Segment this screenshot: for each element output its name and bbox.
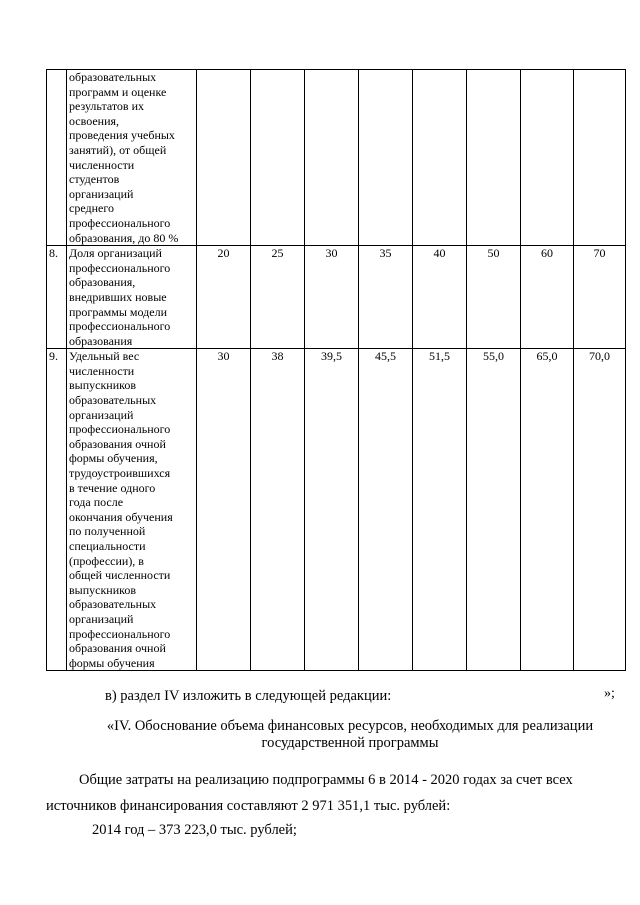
indicator-value: 38 [251,349,305,671]
description-line: профессионального [69,260,171,275]
description-line: образования очной [69,641,166,656]
paragraph-line: Общие затраты на реализацию подпрограммы 6 в 2014 - 2020 годах за счет всех [79,772,573,788]
indicator-value [251,70,305,246]
indicator-value: 70,0 [574,349,626,671]
indicators-table [46,69,626,671]
paragraph-line: источников финансирования составляют 2 971 351,1 тыс. рублей: [46,798,451,814]
description-line: организаций [69,186,134,201]
description-line: внедривших новые [69,289,167,304]
table-row [47,246,626,349]
closing-quote: »; [604,686,615,701]
description-line: программ и оценке [69,84,167,99]
year-line-2014: 2014 год – 373 223,0 тыс. рублей; [92,822,297,838]
description-line: профессионального [69,215,171,230]
description-line: организаций [69,611,134,626]
description-line: формы обучения [69,655,155,670]
row-number [47,70,67,246]
description-line: выпускников [69,378,137,393]
table-body [47,70,626,671]
indicator-value: 60 [521,246,574,349]
indicator-value: 55,0 [467,349,521,671]
row-number: 9. [47,349,67,671]
indicator-value [305,70,359,246]
indicator-value: 65,0 [521,349,574,671]
indicator-value: 30 [197,349,251,671]
indicator-value [574,70,626,246]
description-line: формы обучения, [69,451,158,466]
description-line: освоения, [69,113,120,128]
description-line: профессионального [69,626,171,641]
description-line: программы модели [69,304,168,319]
row-number: 8. [47,246,67,349]
description-line: среднего [69,201,114,216]
description-line: специальности [69,539,146,553]
indicator-value: 50 [467,246,521,349]
table-row [47,349,626,671]
indicator-value: 45,5 [359,349,413,671]
description-line: организаций [69,407,134,422]
indicator-value: 51,5 [413,349,467,671]
description-line: Удельный вес [69,349,140,364]
description-line: выпускников [69,582,137,597]
description-line: профессионального [69,422,171,437]
indicator-description [67,70,197,246]
description-line: результатов их [69,99,145,114]
section-title [70,718,630,752]
indicator-value [359,70,413,246]
indicator-description [67,246,197,349]
indicator-value [413,70,467,246]
description-line: года после [69,495,124,510]
indicator-value [197,70,251,246]
description-line: образования, [69,275,136,290]
description-line: образования [69,333,133,348]
description-line: общей численности [69,568,171,583]
description-line: в течение одного [69,480,156,495]
indicator-value [467,70,521,246]
indicator-value: 35 [359,246,413,349]
indicator-value: 30 [305,246,359,349]
indicator-value: 20 [197,246,251,349]
section-title-line: государственной программы [261,735,439,751]
indicator-value [521,70,574,246]
description-line: проведения учебных [69,128,175,143]
description-line: образования очной [69,436,166,451]
description-line: занятий), от общей [69,142,167,157]
description-line: образовательных [69,597,157,612]
description-line: (профессии), в [69,553,144,568]
table-row [47,70,626,246]
description-line: численности [69,157,135,172]
description-line: Доля организаций [69,246,162,261]
description-line: по полученной [69,524,146,539]
section-title-line: «IV. Обоснование объема финансовых ресурсов, необходимых для реализации [106,718,594,734]
description-line: студентов [69,172,120,187]
description-line: образовательных [69,70,157,84]
indicator-value: 39,5 [305,349,359,671]
indicator-description [67,349,197,671]
description-line: профессионального [69,319,171,334]
financing-paragraph [46,767,626,819]
description-line: численности [69,363,135,378]
description-line: трудоустроившихся [69,466,171,481]
indicator-value: 25 [251,246,305,349]
indicator-value: 40 [413,246,467,349]
description-line: окончания обучения [69,509,173,524]
section-intro: в) раздел IV изложить в следующей редакции: [105,688,392,704]
description-line: образовательных [69,393,157,408]
indicator-value: 70 [574,246,626,349]
description-line: образования, до 80 % [69,230,179,245]
